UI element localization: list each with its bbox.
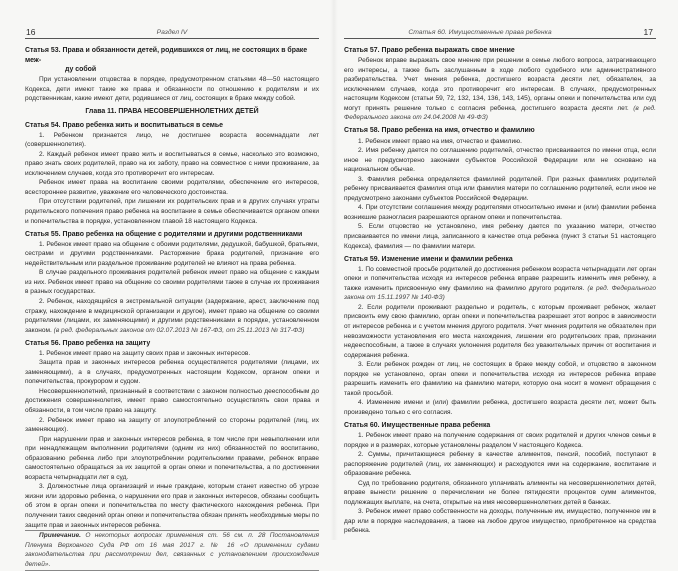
article-54-title: Статья 54. Право ребенка жить и воспитываться в семье	[25, 121, 224, 129]
edition-note: (в ред. Федерального закона от 24.04.2008 № 49-ФЗ)	[344, 104, 656, 122]
article-56-paragraph-1: 1. Ребенок имеет право на защиту своих прав и законных интересов.	[39, 349, 251, 357]
note-label: Примечание.	[39, 532, 81, 540]
section-title-left: Раздел IV	[156, 29, 188, 36]
article-53-title-line2: ду собой	[65, 66, 97, 74]
book-spine-fold	[330, 0, 338, 540]
section-title-right: Статья 60. Имущественные права ребенка	[408, 29, 552, 36]
article-54-paragraph-4: При отсутствии родителей, при лишении их родительских прав и в других случаях утраты родительского попечения право ребенка на воспитание в семье обеспечивается органом опеки и попечительства в порядке, установленном главой 18 настоящего Кодекса.	[25, 198, 319, 225]
article-60-paragraph-2: 2. Суммы, причитающиеся ребенку в качестве алиментов, пенсий, пособий, поступают в распоряжение родителей (лиц, их заменяющих) и расходуются ими на содержание, воспитание и образование ребенка.	[344, 451, 656, 478]
article-57-paragraph	[344, 56, 656, 123]
article-60-title: Статья 60. Имущественные права ребенка	[344, 421, 491, 429]
article-58-paragraph-3: 3. Фамилия ребенка определяется фамилией родителей. При разных фамилиях родителей ребенку присваивается фамилия отца или фамилия матери по соглашению родителей, если иное не предусмотрено законами субъектов Российской Федерации.	[344, 175, 656, 202]
page-number-left: 16	[26, 27, 36, 37]
article-56-note	[25, 531, 319, 571]
article-55-paragraph-2: В случае раздельного проживания родителей ребенок имеет право на общение с каждым из них. Ребенок имеет право на общение со своими родителями также в случае их проживания в разных государствах.	[25, 269, 319, 296]
article-53-paragraph: При установлении отцовства в порядке, предусмотренном статьями 48—50 настоящего Кодекса, дети имеют такие же права и обязанности по отношению к родителям и их родственникам, какие имеют дети, родившиеся от лиц, состоящих в браке между собой.	[25, 76, 319, 103]
article-55-title: Статья 55. Право ребенка на общение с родителями и другими родственниками	[25, 230, 303, 238]
article-57-paragraph-text: Ребенок вправе выражать свое мнение при решении в семье любого вопроса, затрагивающего его интересы, а также быть заслушанным в ходе любого судебного или административного разбирательства. Учет мнения ребенка, достигшего возраста десяти лет, обязателен, за исключением случаев, когда это противоречит его интересам. В случаях, предусмотренных настоящим Кодексом (статьи 59, 72, 132, 134, 136, 143, 145), органы опеки и попечительства или суд могут принять решение только с согласия ребенка, достигшего возраста десяти лет.	[344, 57, 656, 112]
article-56-paragraph-6: 3. Должностные лица организаций и иные граждане, которым станет известно об угрозе жизни или здоровью ребенка, о нарушении его прав и законных интересов, обязаны сообщить об этом в орган опеки и попечительства по месту фактического нахождения ребенка. При получении таких сведений орган опеки и попечительства обязан принять необходимые меры по защите прав и законных интересов ребенка.	[25, 482, 319, 531]
article-56-paragraph-3: Несовершеннолетний, признанный в соответствии с законом полностью дееспособным до достижения совершеннолетия, имеет право самостоятельно осуществлять свои права и обязанности, в том числе право на защиту.	[25, 387, 319, 415]
article-56-paragraph-4: 2. Ребенок имеет право на защиту от злоупотреблений со стороны родителей (лиц, их заменяющих).	[25, 416, 319, 434]
chapter-11-title: Глава 11. ПРАВА НЕСОВЕРШЕННОЛЕТНИХ ДЕТЕЙ	[85, 108, 259, 116]
article-55-paragraph-3	[25, 297, 319, 335]
right-page-body	[344, 46, 656, 536]
left-running-head	[25, 28, 319, 39]
edition-note: (в ред. федеральных законов от 02.07.2013 № 167-ФЗ, от 25.11.2013 № 317-ФЗ)	[53, 326, 305, 334]
article-59-paragraph-3: 3. Если ребенок рожден от лиц, не состоящих в браке между собой, и отцовство в законном порядке не установлено, орган опеки и попечительства исходя из интересов ребенка вправе разрешить изменить его фамилию на фамилию матери, которую она носит в момент обращения с такой просьбой.	[344, 361, 656, 397]
article-53-title	[25, 46, 319, 75]
page-number-right: 17	[643, 27, 653, 37]
article-58-paragraph-1: 1. Ребенок имеет право на имя, отчество и фамилию.	[358, 137, 522, 145]
right-running-head	[344, 28, 656, 39]
article-57-title: Статья 57. Право ребенка выражать свое мнение	[344, 47, 515, 54]
article-58-paragraph-5: 5. Если отцовство не установлено, имя ребенку дается по указанию матери, отчество присваивается по имени лица, записанного в качестве отца ребенка (пункт 3 статьи 51 настоящего Кодекса), фамилия — по фамилии матери.	[344, 223, 656, 250]
article-56-paragraph-2: Защита прав и законных интересов ребенка осуществляется родителями (лицами, их заменяющими), а в случаях, предусмотренных настоящим Кодексом, органом опеки и попечительства, прокурором и судом.	[25, 359, 319, 386]
article-59-paragraph-1	[344, 265, 656, 303]
left-page	[25, 0, 319, 568]
article-60-paragraph-3: Суд по требованию родителя, обязанного уплачивать алименты на несовершеннолетних детей, вправе вынести решение о перечислении не более пятидесяти процентов сумм алиментов, подлежащих выплате, на счета, открытые на имя несовершеннолетних детей в банках.	[344, 479, 656, 506]
article-55-paragraph-1: 1. Ребенок имеет право на общение с обоими родителями, дедушкой, бабушкой, братьями, сестрами и другими родственниками. Расторжение брака родителей, признание его недействительным или раздельное проживание родителей не влияют на права ребенка.	[25, 240, 319, 267]
article-56-paragraph-5: При нарушении прав и законных интересов ребенка, в том числе при невыполнении или при ненадлежащем выполнении родителями (одним из них) обязанностей по воспитанию, образованию ребенка либо при злоупотреблении родительскими правами, ребенок вправе самостоятельно обращаться за их защитой в орган опеки и попечительства, а по достижении возраста четырнадцати лет в суд.	[25, 435, 319, 481]
article-60-paragraph-4: 3. Ребенок имеет право собственности на доходы, полученные им, имущество, полученное им в дар или в порядке наследования, а также на любое другое имущество, приобретенное на средства ребенка.	[344, 508, 656, 535]
article-60-paragraph-1: 1. Ребенок имеет право на получение содержания от своих родителей и других членов семьи в порядке и в размерах, которые установлены разделом V настоящего Кодекса.	[344, 432, 656, 449]
article-54-paragraph-1: 1. Ребенком признается лицо, не достигшее возраста восемнадцати лет (совершеннолетия).	[25, 131, 319, 149]
article-58-paragraph-2: 2. Имя ребенку дается по соглашению родителей, отчество присваивается по имени отца, если иное не предусмотрено законами субъектов Российской Федерации или не основано на национальном обычае.	[344, 147, 656, 174]
article-58-paragraph-4: 4. При отсутствии соглашения между родителями относительно имени и (или) фамилии ребенка возникшие разногласия разрешаются органом опеки и попечительства.	[344, 204, 656, 221]
edition-note: (в ред. Федерального закона от 15.11.1997 № 140-ФЗ)	[344, 284, 656, 302]
article-59-title: Статья 59. Изменение имени и фамилии ребенка	[344, 255, 513, 263]
article-56-title: Статья 56. Право ребенка на защиту	[25, 339, 151, 347]
left-page-body	[25, 46, 319, 571]
article-55-paragraph-3-text: 2. Ребенок, находящийся в экстремальной ситуации (задержание, арест, заключение под стражу, нахождение в медицинской организации и другое), имеет право на общение со своими родителями (лицами, их заменяющими) и другими родственниками в порядке, установленном законом.	[25, 297, 319, 334]
right-page	[344, 0, 656, 540]
article-53-title-line1: Статья 53. Права и обязанности детей, родившихся от лиц, не состоящих в браке меж-	[25, 47, 308, 64]
article-54-paragraph-2: 2. Каждый ребенок имеет право жить и воспитываться в семье, насколько это возможно, право знать своих родителей, право на их заботу, право на совместное с ними проживание, за исключением случаев, когда это противоречит его интересам.	[25, 150, 319, 177]
article-59-paragraph-2: 2. Если родители проживают раздельно и родитель, с которым проживает ребенок, желает присвоить ему свою фамилию, орган опеки и попечительства разрешает этот вопрос в зависимости от интересов ребенка и с учетом мнения другого родителя. Учет мнения родителя не обязателен при невозможности установления его места нахождения, лишении его родительских прав, признании недееспособным, а также в случаях уклонения родителя без уважительных причин от воспитания и содержания ребенка.	[344, 303, 656, 359]
note-text: О некоторых вопросах применения ст. 56 см. п. 28 Постановления Пленума Верховного Суда РФ от 16 мая 2017 г. № 16 «О применении судами законодательства при рассмотрении дел, связанных с установлением происхождения детей».	[25, 532, 319, 568]
article-59-paragraph-4: 4. Изменение имени и (или) фамилии ребенка, достигшего возраста десяти лет, может быть произведено только с его согласия.	[344, 399, 656, 416]
article-58-title: Статья 58. Право ребенка на имя, отчество и фамилию	[344, 127, 535, 135]
article-54-paragraph-3: Ребенок имеет права на воспитание своими родителями, обеспечение его интересов, всестороннее развитие, уважение его человеческого достоинства.	[25, 179, 319, 196]
article-59-paragraph-1-text: 1. По совместной просьбе родителей до достижения ребенком возраста четырнадцати лет орган опеки и попечительства исходя из интересов ребенка вправе разрешить изменить имя ребенку, а также изменить присвоенную ему фамилию на фамилию другого родителя.	[344, 265, 656, 292]
